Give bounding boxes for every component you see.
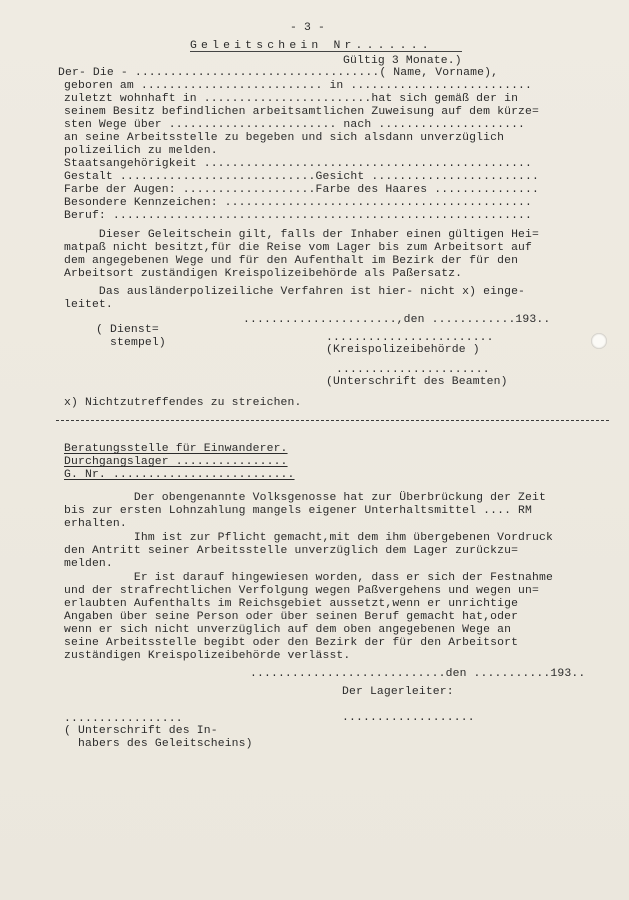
form-line-assignment: seinem Besitz befindlichen arbeitsamtlichen Zuweisung auf dem kürze= (64, 106, 540, 118)
warning-para-7: zuständigen Kreispolizeibehörde verlässt. (64, 650, 351, 662)
title-underline (190, 51, 462, 52)
form-title: Geleitschein Nr....... (190, 40, 433, 52)
official-dots: ...................... (336, 364, 490, 376)
form-line-workplace: an seine Arbeitsstelle zu begeben und sich alsdann unverzüglich (64, 132, 505, 144)
footnote: x) Nichtzutreffendes zu streichen. (64, 397, 302, 409)
date-line: ......................,den ............193.. (243, 314, 551, 326)
form-line-eyes: Farbe der Augen: ...................Farbe des Haares ............... (64, 184, 540, 196)
authority-label: (Kreispolizeibehörde ) (326, 344, 480, 356)
holder-signature-label: ( Unterschrift des In- (64, 725, 218, 737)
form-line-birth: geboren am .......................... in .......................... (64, 80, 533, 92)
form-line-marks: Besondere Kennzeichen: ............................................ (64, 197, 533, 209)
form-line-build: Gestalt ............................Gesicht ........................ (64, 171, 540, 183)
cut-line (56, 420, 609, 421)
warning-para-1: Er ist darauf hingewiesen worden, dass er sich der Festnahme (64, 572, 553, 584)
page-number: - 3 - (290, 22, 325, 34)
camp-leader-dots: ................... (342, 712, 475, 724)
punch-hole (591, 333, 607, 349)
warning-para-5: wenn er sich nicht unverzüglich auf dem oben angegebenen Wege an (64, 624, 512, 636)
form-line-occupation: Beruf: ............................................................ (64, 210, 533, 222)
camp-leader-label: Der Lagerleiter: (342, 686, 454, 698)
service-stamp-label: ( Dienst= (96, 324, 159, 336)
form-line-residence: zuletzt wohnhaft in ........................hat sich gemäß der in (64, 93, 519, 105)
warning-para-2: und der strafrechtlichen Verfolgung wegen Paßvergehens und wegen un= (64, 585, 540, 597)
warning-para-3: erlaubten Aufenthalts im Reichsgebiet aussetzt,wenn er unrichtige (64, 598, 519, 610)
holder-dots: ................. (64, 713, 183, 725)
validity-para-4: Arbeitsort zuständigen Kreispolizeibehörde als Paßersatz. (64, 268, 463, 280)
form-line-name: Der- Die - ...................................( Name, Vorname), (58, 67, 499, 79)
authority-dots: ........................ (326, 332, 494, 344)
date-line-2: ............................den ...........193.. (250, 668, 586, 680)
service-stamp-label-2: stempel) (110, 337, 166, 349)
allowance-para-1: Der obengenannte Volksgenosse hat zur Überbrückung der Zeit (64, 492, 546, 504)
procedure-para-1: Das ausländerpolizeiliche Verfahren ist hier- nicht x) einge- (64, 286, 526, 298)
form-line-nationality: Staatsangehörigkeit ............................................... (64, 158, 533, 170)
validity-note: Gültig 3 Monate.) (343, 55, 462, 67)
reference-number: G. Nr. .......................... (64, 469, 295, 481)
allowance-para-3: erhalten. (64, 518, 127, 530)
duty-para-1: Ihm ist zur Pflicht gemacht,mit dem ihm übergebenen Vordruck (64, 532, 553, 544)
procedure-para-2: leitet. (64, 299, 113, 311)
holder-signature-label-2: habers des Geleitscheins) (78, 738, 253, 750)
duty-para-3: melden. (64, 558, 113, 570)
duty-para-2: den Antritt seiner Arbeitsstelle unverzüglich dem Lager zurückzu= (64, 545, 519, 557)
form-line-route: sten Wege über ........................ nach ..................... (64, 119, 526, 131)
warning-para-4: Angaben über seine Person oder über seinen Beruf gemacht hat,oder (64, 611, 519, 623)
warning-para-6: seine Arbeitsstelle begibt oder den Bezirk der für den Arbeitsort (64, 637, 519, 649)
validity-para-3: dem angegebenen Wege und für den Aufenthalt im Bezirk der für den (64, 255, 519, 267)
validity-para-2: matpaß nicht besitzt,für die Reise vom Lager bis zum Arbeitsort auf (64, 242, 533, 254)
transit-camp: Durchgangslager ................ (64, 456, 288, 468)
official-signature-label: (Unterschrift des Beamten) (326, 376, 508, 388)
form-line-police: polizeilich zu melden. (64, 145, 218, 157)
allowance-para-2: bis zur ersten Lohnzahlung mangels eigener Unterhaltsmittel .... RM (64, 505, 533, 517)
validity-para-1: Dieser Geleitschein gilt, falls der Inhaber einen gültigen Hei= (64, 229, 540, 241)
office-name: Beratungsstelle für Einwanderer. (64, 443, 288, 455)
